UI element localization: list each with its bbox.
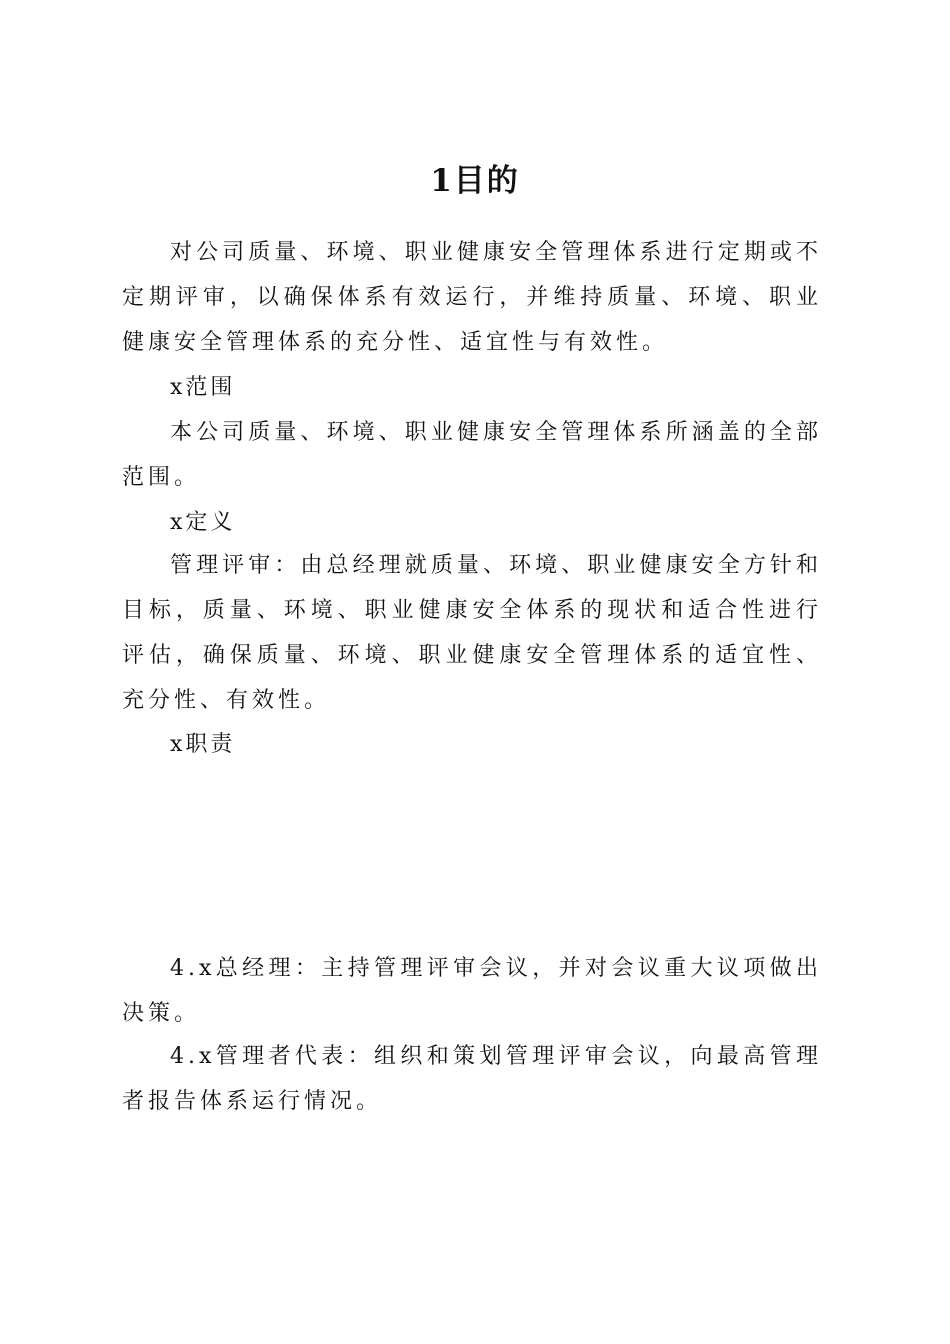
responsibility-item-management-representative: 4.x管理者代表：组织和策划管理评审会议，向最高管理者报告体系运行情况。 — [122, 1044, 822, 1114]
responsibility-heading: x职责 — [170, 732, 236, 757]
definition-heading: x定义 — [170, 510, 236, 535]
purpose-paragraph: 对公司质量、环境、职业健康安全管理体系进行定期或不定期评审，以确保体系有效运行，并维持质量、环境、职业健康安全管理体系的充分性、适宜性与有效性。 — [122, 240, 822, 355]
responsibility-item-general-manager: 4.x总经理：主持管理评审会议，并对会议重大议项做出决策。 — [122, 956, 822, 1026]
scope-paragraph: 本公司质量、环境、职业健康安全管理体系所涵盖的全部范围。 — [122, 420, 822, 490]
scope-heading: x范围 — [170, 375, 236, 400]
definition-paragraph: 管理评审：由总经理就质量、环境、职业健康安全方针和目标，质量、环境、职业健康安全体系的现状和适合性进行评估，确保质量、环境、职业健康安全管理体系的适宜性、充分性、有效性。 — [122, 553, 822, 713]
page-title: 1目的 — [430, 162, 520, 199]
